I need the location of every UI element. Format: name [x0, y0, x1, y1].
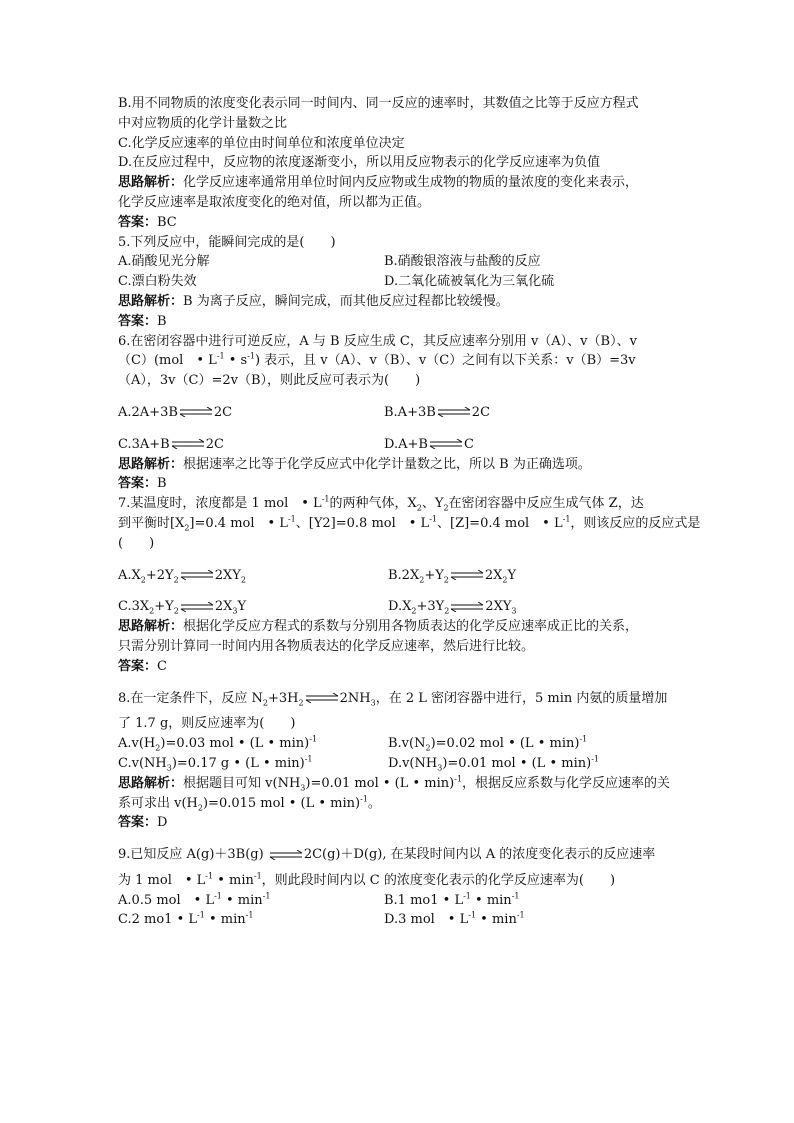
- q7-analysis: 思路解析：根据化学反应方程式的系数与分别用各物质表达的化学反应速率成正比的关系，: [118, 619, 639, 635]
- question-7-cont: 到平衡时$[X_2]=0.4$ mol • $L^{-1}$、[Y2]=0.8 mol • $L^{-1}$、[Z]=0.4 mol • $L^{-1}$，则该反应的反应式是: [118, 514, 701, 533]
- equilibrium-arrow-icon: [428, 439, 464, 449]
- equilibrium-arrow-icon: [179, 570, 215, 580]
- option-c-text: C.化学反应速率的单位由时间单位和浓度单位决定: [118, 135, 405, 151]
- document-page: [118, 94, 701, 930]
- q8-options-row2: $C.v(NH_3)=0.17$ g • (L • min)$^{-1}$ $D.v(NH_3)=0.01$ mol • (L • min)$^{-1}$: [118, 754, 599, 773]
- q9-options-row2: C.2 mo1 • $L^{-1}$ • $\min^{-1}$ D.3 mol • $L^{-1}$ • $\min^{-1}$: [118, 911, 525, 928]
- q8-options-row1: $A.v(H_2)=0.03$ mol • (L • min)$^{-1}$ $B.v(N_2)=0.02$ mol • (L • min)$^{-1}$: [118, 734, 588, 753]
- q6-analysis: 思路解析：根据速率之比等于化学反应式中化学计量数之比，所以 B 为正确选项。: [118, 456, 591, 472]
- question-8: 8.在一定条件下，反应 $N_2+3H_2$ $2NH_3$，在 2 L 密闭容器中进行，5 min 内氨的质量增加: [118, 690, 668, 708]
- option-b-text: B.用不同物质的浓度变化表示同一时间内、同一反应的速率时，其数值之比等于反应方程式: [118, 96, 639, 111]
- question-6: 6.在密闭容器中进行可逆反应，A 与 B 反应生成 C，其反应速率分别用 v（A）、v（B）、v: [118, 333, 637, 349]
- equilibrium-arrow-icon: [449, 570, 485, 580]
- option-b-text-cont: 中对应物质的化学计量数之比: [118, 115, 288, 131]
- question-5: 5.下列反应中，能瞬间完成的是( ): [118, 234, 336, 250]
- question-8-cont: 了 1.7 g，则反应速率为( ): [118, 716, 296, 732]
- equilibrium-arrow-icon: [178, 407, 214, 417]
- q4-analysis: 思路解析：化学反应速率通常用单位时间内反应物或生成物的物质的量浓度的变化来表示，: [118, 175, 639, 191]
- q5-options-row2: C.漂白粉失效 D.二氧化硫被氧化为三氧化硫: [118, 274, 555, 290]
- q5-options-row1: A.硝酸见光分解 B.硝酸银溶液与盐酸的反应: [118, 254, 541, 270]
- q7-analysis-cont: 只需分别计算同一时间内用各物质表达的化学反应速率，然后进行比较。: [118, 638, 535, 654]
- question-6-cont: （C）(mol • $L^{-1}$ • $s^{-1}$) 表示，且 v（A）、v（B）、v（C）之间有以下关系：v（B）=3v: [118, 352, 636, 369]
- q4-analysis-cont: 化学反应速率是取浓度变化的绝对值，所以都为正值。: [118, 194, 431, 210]
- option-d-text: D.在反应过程中，反应物的浓度逐渐变小，所以用反应物表示的化学反应速率为负值: [118, 155, 601, 171]
- q5-answer: 答案：B: [118, 313, 167, 329]
- equilibrium-arrow-icon: [449, 602, 485, 612]
- q6-options-row2: C.3A+B 2C D.A+B C: [118, 436, 474, 452]
- q9-options-row1: A.0.5 mol • $L^{-1}$ • $\min^{-1}$ B.1 mo1 • $L^{-1}$ • $\min^{-1}$: [118, 891, 520, 908]
- question-7: 7.某温度时，浓度都是 1 mol • $L^{-1}$的两种气体，$X_2$、$Y_2$在密闭容器中反应生成气体 Z，达: [118, 494, 644, 513]
- q5-analysis: 思路解析：B 为离子反应，瞬间完成，而其他反应过程都比较缓慢。: [118, 293, 509, 309]
- q8-analysis-cont: 系可求出 $v(H_2)=0.015$ mol • (L • min)$^{-1}$。: [118, 794, 381, 813]
- q6-answer: 答案：B: [118, 476, 167, 492]
- q4-answer: 答案：BC: [118, 214, 177, 230]
- equilibrium-arrow-icon: [436, 407, 472, 417]
- question-6-cont2: （A），3v（C）=2v（B），则此反应可表示为( ): [118, 373, 421, 389]
- q7-answer: 答案：C: [118, 658, 167, 674]
- q7-options-row1: $A.X_2+2Y_2$ $2XY_2$ $B.2X_2+Y_2$ $2X_2Y$: [118, 567, 517, 585]
- q7-options-row2: $C.3X_2+Y_2$ $2X_3Y$ $D.X_2+3Y_2$ $2XY_3$: [118, 599, 517, 616]
- question-7-cont2: ( ): [118, 535, 155, 551]
- q8-analysis: 思路解析：根据题目可知 $v(NH_3)=0.01$ mol • (L • min)$^{-1}$，根据反应系数与化学反应速率的关: [118, 774, 671, 793]
- q8-answer: 答案：D: [118, 815, 168, 831]
- equilibrium-arrow-icon: [179, 602, 215, 612]
- equilibrium-arrow-icon: [304, 693, 340, 703]
- question-9-cont: 为 1 mol • $L^{-1}$ • $\min^{-1}$，则此段时间内以 C 的浓度变化表示的化学反应速率为( ): [118, 871, 616, 888]
- q6-options-row1: A.2A+3B 2C B.A+3B 2C: [118, 404, 491, 420]
- question-9: 9.已知反应 A(g)＋3B(g) 2C(g)＋D(g), 在某段时间内以 A 的浓度变化表示的反应速率: [118, 847, 656, 863]
- equilibrium-arrow-icon: [170, 439, 206, 449]
- equilibrium-arrow-icon: [268, 850, 304, 860]
